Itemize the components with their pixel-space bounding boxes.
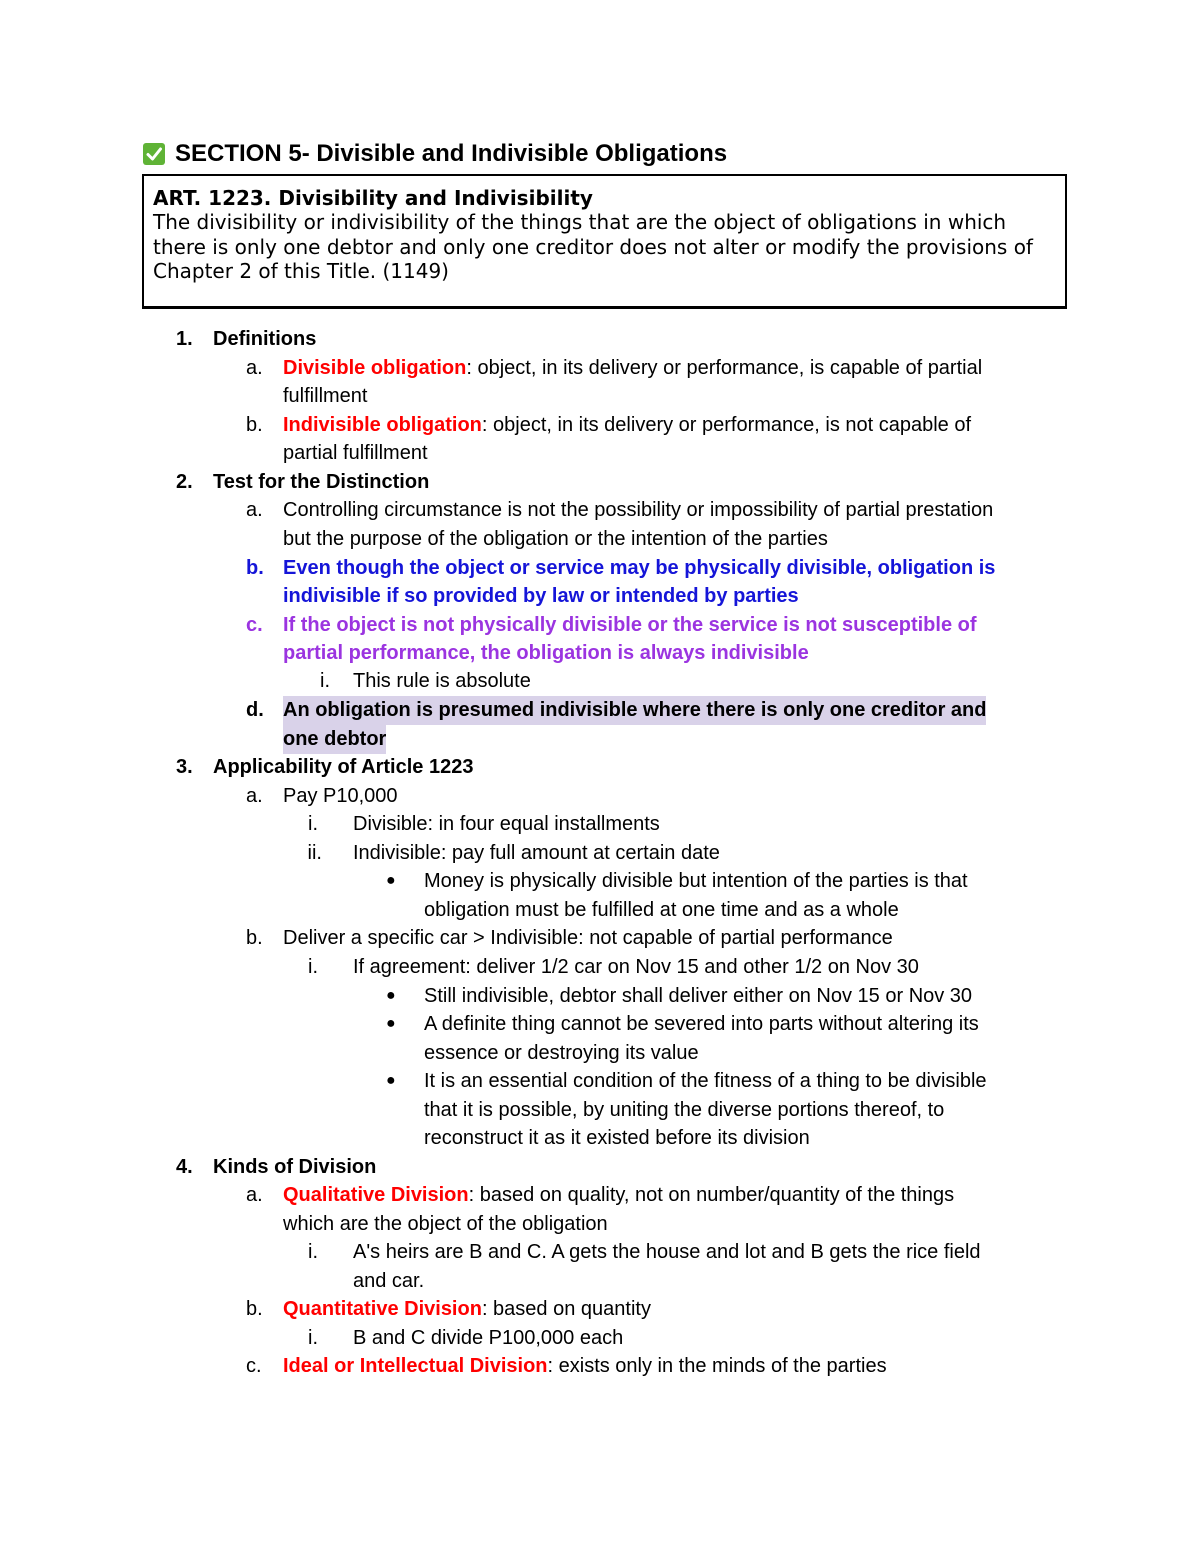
roman-numeral: i. [320, 670, 330, 692]
bullet-text: Still indivisible, debtor shall deliver either on Nov 15 or Nov 30 [424, 985, 973, 1007]
highlighted-text: An obligation is presumed indivisible where there is only one creditor and [283, 696, 986, 725]
roman-numeral: i. [308, 813, 318, 835]
roman-item-text-cont: and car. [353, 1270, 425, 1292]
highlighted-text-cont: one debtor [283, 725, 386, 754]
subitem-letter: b. [246, 557, 264, 579]
subitem-text: Deliver a specific car > Indivisible: not capable of partial performance [283, 927, 893, 949]
subitem-text: Indivisible obligation: object, in its delivery or performance, is not capable of [283, 414, 972, 436]
subitem-letter: c. [246, 1355, 262, 1377]
subitem-text-cont: partial performance, the obligation is always indivisible [283, 642, 809, 664]
roman-numeral: i. [308, 956, 318, 978]
subitem-text: Ideal or Intellectual Division: exists only in the minds of the parties [283, 1355, 887, 1377]
bullet-text: Money is physically divisible but intention of the parties is that [424, 870, 968, 892]
subitem-letter: a. [246, 357, 263, 379]
term: Quantitative Division [283, 1298, 482, 1320]
term: Qualitative Division [283, 1184, 469, 1206]
bullet-text-cont: that it is possible, by uniting the diverse portions thereof, to [424, 1099, 945, 1121]
roman-item-text: If agreement: deliver 1/2 car on Nov 15 and other 1/2 on Nov 30 [353, 956, 919, 978]
bullet-text-cont: obligation must be fulfilled at one time and as a whole [424, 899, 899, 921]
bullet-text: A definite thing cannot be severed into parts without altering its [424, 1013, 979, 1035]
subitem-letter: c. [246, 614, 263, 636]
item-number: 1. [176, 328, 193, 350]
term: Indivisible obligation [283, 414, 482, 436]
subitem-text-cont: fulfillment [283, 385, 368, 407]
item-heading: Definitions [213, 328, 317, 350]
bullet-text-cont: essence or destroying its value [424, 1042, 699, 1064]
subitem-text: Even though the object or service may be physically divisible, obligation is [283, 557, 996, 579]
item-heading: Applicability of Article 1223 [213, 756, 474, 778]
item-number: 2. [176, 471, 193, 493]
subitem-letter: a. [246, 499, 263, 521]
subitem-text-cont: which are the object of the obligation [283, 1213, 608, 1235]
subitem-text: Quantitative Division: based on quantity [283, 1298, 651, 1320]
subitem-letter: b. [246, 927, 263, 949]
subitem-text: Pay P10,000 [283, 785, 398, 807]
subitem-text: If the object is not physically divisible or the service is not susceptible of [283, 614, 977, 636]
roman-item-text: Divisible: in four equal installments [353, 813, 660, 835]
item-number: 4. [176, 1156, 193, 1178]
article-box [142, 174, 1067, 309]
bullet-icon: ● [386, 1015, 396, 1032]
subitem-text: Controlling circumstance is not the possibility or impossibility of partial prestation [283, 499, 994, 521]
subitem-letter: b. [246, 1298, 263, 1320]
subitem-letter: b. [246, 414, 263, 436]
section-title-text: SECTION 5- Divisible and Indivisible Obligations [175, 140, 728, 167]
roman-item-text: Indivisible: pay full amount at certain date [353, 842, 720, 864]
subitem-letter: a. [246, 1184, 263, 1206]
subitem-text-cont: but the purpose of the obligation or the intention of the parties [283, 528, 828, 550]
term: Ideal or Intellectual Division [283, 1355, 548, 1377]
roman-numeral: i. [308, 1241, 318, 1263]
roman-numeral: ii. [307, 842, 322, 864]
roman-numeral: i. [308, 1327, 318, 1349]
subitem-letter: d. [246, 699, 264, 721]
item-number: 3. [176, 756, 193, 778]
bullet-text: It is an essential condition of the fitness of a thing to be divisible [424, 1070, 987, 1092]
section-title [143, 140, 727, 168]
term: Divisible obligation [283, 357, 467, 379]
subitem-text: Qualitative Division: based on quality, not on number/quantity of the things [283, 1184, 955, 1206]
subitem-text-cont: partial fulfillment [283, 442, 428, 464]
subitem-letter: a. [246, 785, 263, 807]
subitem-text-cont: indivisible if so provided by law or intended by parties [283, 585, 799, 607]
article-title: ART. 1223. Divisibility and Indivisibility [153, 186, 593, 210]
check-mark-icon [143, 143, 165, 165]
item-heading: Test for the Distinction [213, 471, 430, 493]
roman-item-text: B and C divide P100,000 each [353, 1327, 624, 1349]
article-text: The divisibility or indivisibility of the things that are the object of obligations in which there is only one debtor and only one creditor does not alter or modify the provisions of Chapter 2 of this Title. (1149) [153, 210, 1033, 283]
bullet-text-cont: reconstruct it as it existed before its division [424, 1127, 810, 1149]
roman-item-text: This rule is absolute [353, 670, 531, 692]
bullet-icon: ● [386, 1072, 396, 1089]
bullet-icon: ● [386, 872, 396, 889]
subitem-text: Divisible obligation: object, in its delivery or performance, is capable of partial [283, 357, 983, 379]
item-heading: Kinds of Division [213, 1156, 377, 1178]
bullet-icon: ● [386, 987, 396, 1004]
roman-item-text: A's heirs are B and C. A gets the house and lot and B gets the rice field [353, 1241, 981, 1263]
